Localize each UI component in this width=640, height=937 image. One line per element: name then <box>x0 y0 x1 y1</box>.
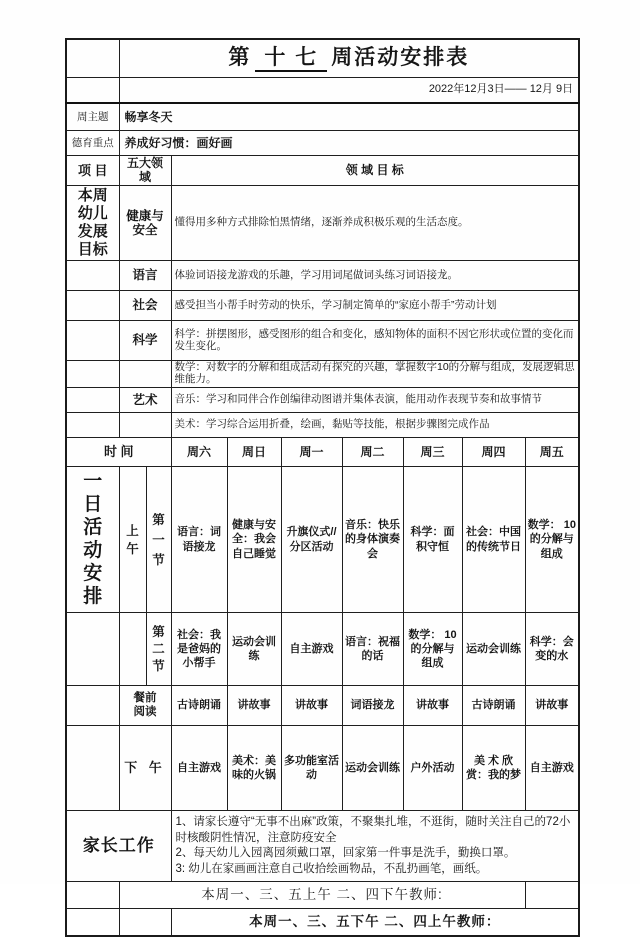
empty-cell <box>119 413 171 438</box>
time-header: 时 间 <box>66 438 171 467</box>
dev-goals-header: 本周幼儿发展目标 <box>66 186 119 261</box>
afternoon-sun: 美术：美味的火锅 <box>227 726 281 811</box>
premeal-fri: 讲故事 <box>525 686 579 726</box>
empty-cell <box>119 361 171 388</box>
afternoon-tue: 运动会训练 <box>342 726 403 811</box>
parents-work-label: 家长工作 <box>66 811 171 882</box>
empty-cell <box>66 882 119 909</box>
goal-math: 数学：对数字的分解和组成活动有探究的兴趣，掌握数字10的分解与组成，发展逻辑思维能力。 <box>171 361 579 388</box>
premeal-reading-label: 餐前阅读 <box>119 686 171 726</box>
empty-cell <box>525 882 579 909</box>
period2-thu: 运动会训练 <box>462 613 525 686</box>
page-title <box>119 39 579 78</box>
empty-cell <box>66 909 119 937</box>
domain-health: 健康与安全 <box>119 186 171 261</box>
premeal-wed: 讲故事 <box>403 686 462 726</box>
afternoon-label: 下 午 <box>119 726 171 811</box>
teachers-line-2: 本周一、三、五下午 二、四上午教师： <box>171 909 579 937</box>
empty-cell <box>119 909 171 937</box>
column-header-domain: 五大领域 <box>119 156 171 186</box>
empty-cell <box>66 291 119 321</box>
period2-sun: 运动会训练 <box>227 613 281 686</box>
period2-label: 第二节 <box>146 613 171 686</box>
week-theme-value: 畅享冬天 <box>119 103 579 131</box>
empty-cell <box>66 413 119 438</box>
goal-social: 感受担当小帮手时劳动的快乐，学习制定简单的“家庭小帮手”劳动计划 <box>171 291 579 321</box>
premeal-thu: 古诗朗诵 <box>462 686 525 726</box>
empty-cell <box>66 261 119 291</box>
empty-cell <box>66 321 119 361</box>
afternoon-fri: 自主游戏 <box>525 726 579 811</box>
day-header-thu: 周四 <box>462 438 525 467</box>
period2-tue: 语言：祝福的话 <box>342 613 403 686</box>
afternoon-thu: 美 术 欣赏：我的梦 <box>462 726 525 811</box>
period1-fri: 数学： 10的分解与组成 <box>525 467 579 613</box>
empty-cell <box>66 726 119 811</box>
period2-mon: 自主游戏 <box>281 613 342 686</box>
empty-cell <box>66 78 119 104</box>
period1-tue: 音乐：快乐的身体演奏会 <box>342 467 403 613</box>
premeal-mon: 讲故事 <box>281 686 342 726</box>
period1-sun: 健康与安全：我会自己睡觉 <box>227 467 281 613</box>
afternoon-mon: 多功能室活动 <box>281 726 342 811</box>
domain-art: 艺术 <box>119 388 171 413</box>
goal-science: 科学：拼摆图形，感受图形的组合和变化，感知物体的面积不因它形状或位置的变化而发生变化。 <box>171 321 579 361</box>
empty-cell <box>119 613 146 686</box>
parents-work-notes <box>171 811 579 882</box>
date-range: 2022年12月3日—— 12月 9日 <box>119 78 579 104</box>
note-line-3: 3: 幼儿在家画画注意自己收拾绘画物品，不乱扔画笔，画纸。 <box>175 862 488 875</box>
title-week-number: 十 七 <box>255 45 327 73</box>
note-line-1: 1、请家长遵守“无事不出麻”政策，不聚集扎堆，不逛街，随时关注自己的72小时核酸阴性情况，注意防疫安全 <box>175 816 571 844</box>
moral-focus-value: 养成好习惯：画好画 <box>119 131 579 156</box>
premeal-tue: 词语接龙 <box>342 686 403 726</box>
goal-health: 懂得用多种方式排除怕黑情绪，逐渐养成积极乐观的生活态度。 <box>171 186 579 261</box>
period1-thu: 社会：中国的传统节日 <box>462 467 525 613</box>
column-header-project: 项 目 <box>66 156 119 186</box>
empty-cell <box>66 686 119 726</box>
day-header-fri: 周五 <box>525 438 579 467</box>
empty-cell <box>66 39 119 78</box>
empty-cell <box>66 388 119 413</box>
morning-label: 上午 <box>119 467 146 613</box>
afternoon-wed: 户外活动 <box>403 726 462 811</box>
period1-mon: 升旗仪式//分区活动 <box>281 467 342 613</box>
day-header-mon: 周一 <box>281 438 342 467</box>
day-header-tue: 周二 <box>342 438 403 467</box>
teachers-line-1: 本周一、三、五上午 二、四下午教师: <box>119 882 525 909</box>
period2-sat: 社会：我是爸妈的小帮手 <box>171 613 227 686</box>
period1-wed: 科学：面积守恒 <box>403 467 462 613</box>
day-header-sun: 周日 <box>227 438 281 467</box>
premeal-sun: 讲故事 <box>227 686 281 726</box>
week-theme-label: 周主题 <box>66 103 119 131</box>
domain-language: 语言 <box>119 261 171 291</box>
premeal-sat: 古诗朗诵 <box>171 686 227 726</box>
empty-cell <box>66 613 119 686</box>
period1-label: 第一节 <box>146 467 171 613</box>
moral-focus-label: 德育重点 <box>66 131 119 156</box>
afternoon-sat: 自主游戏 <box>171 726 227 811</box>
daily-activities-label: 一日活动安排 <box>66 467 119 613</box>
empty-cell <box>66 361 119 388</box>
goal-music: 音乐：学习和同伴合作创编律动图谱并集体表演，能用动作表现节奏和故事情节 <box>171 388 579 413</box>
domain-science: 科学 <box>119 321 171 361</box>
title-prefix: 第 <box>228 45 252 69</box>
note-line-2: 2、每天幼儿入园离园须戴口罩，回家第一件事是洗手，勤换口罩。 <box>175 847 516 859</box>
period2-wed: 数学： 10的分解与组成 <box>403 613 462 686</box>
period1-sat: 语言：词语接龙 <box>171 467 227 613</box>
goal-fine-art: 美术：学习综合运用折叠，绘画，黏贴等技能，根据步骤图完成作品 <box>171 413 579 438</box>
day-header-sat: 周六 <box>171 438 227 467</box>
period2-fri: 科学：会变的水 <box>525 613 579 686</box>
domain-social: 社会 <box>119 291 171 321</box>
title-suffix: 周活动安排表 <box>331 45 470 69</box>
goal-language: 体验词语接龙游戏的乐趣，学习用词尾做词头练习词语接龙。 <box>171 261 579 291</box>
day-header-wed: 周三 <box>403 438 462 467</box>
weekly-schedule-table <box>65 38 580 937</box>
column-header-target: 领 域 目 标 <box>171 156 579 186</box>
